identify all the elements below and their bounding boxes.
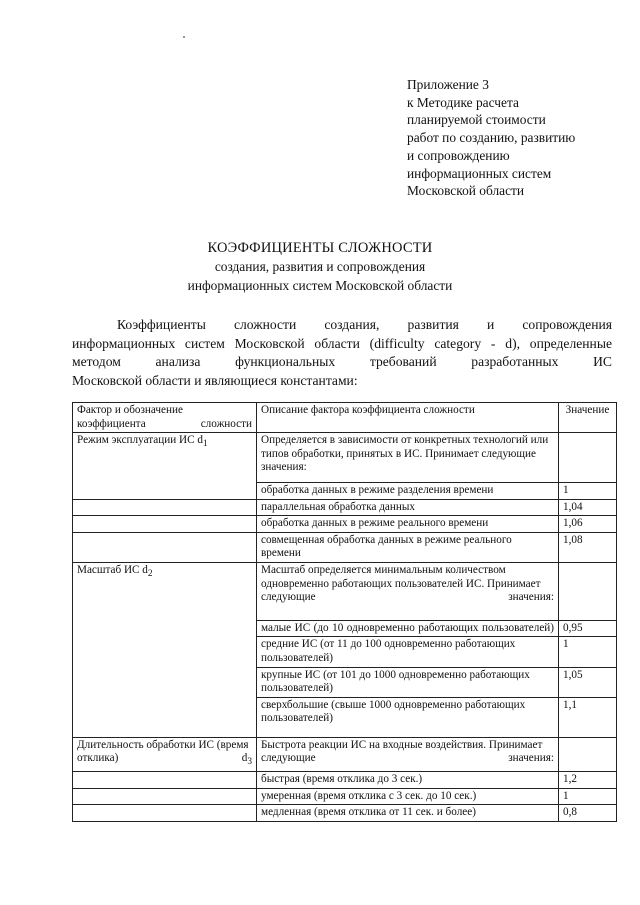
document-title: КОЭФФИЦИЕНТЫ СЛОЖНОСТИ [207,240,433,256]
description-cell: обработка данных в режиме разделения времени [257,482,559,499]
table-row [73,482,617,499]
value-cell: 1 [559,788,617,805]
value-cell [559,737,617,771]
description-cell: средние ИС (от 11 до 100 одновременно работающих пользователей) [257,637,559,667]
table-row [73,562,617,620]
value-cell: 1,05 [559,667,617,697]
value-cell: 0,95 [559,620,617,637]
intro-line: информационных систем Московской области (difficulty category - d), определенные [72,335,612,351]
factor-cell [73,772,257,789]
description-cell: крупные ИС (от 101 до 1000 одновременно работающих пользователей) [257,667,559,697]
factor-cell [73,805,257,822]
appendix-line: Приложение 3 [407,77,489,92]
appendix-line: планируемой стоимости [407,112,546,128]
value-cell: 1,1 [559,697,617,737]
intro-paragraph [72,316,612,390]
description-cell: сверхбольшие (свыше 1000 одновременно работающих пользователей) [257,697,559,737]
factor-cell [73,499,257,516]
appendix-line: и сопровождению [407,147,510,163]
table-row [73,637,617,667]
table-row [73,667,617,697]
document-subtitle: информационных систем Московской области [187,278,453,293]
factor-cell [73,516,257,533]
factor-cell [73,532,257,562]
description-cell: обработка данных в режиме реального времени [257,516,559,533]
table-row [73,499,617,516]
description-cell: параллельная обработка данных [257,499,559,516]
description-cell: совмещенная обработка данных в режиме реального времени [257,532,559,562]
intro-line: Московской области и являющиеся константами: [72,372,358,388]
factor-intro: Быстрота реакции ИС на входные воздействия. Принимает следующие значения: [257,737,559,771]
factor-intro: Определяется в зависимости от конкретных технологий или типов обработки, принятых в ИС. Принимает следующие значения: [257,433,559,483]
factor-cell [73,482,257,499]
value-cell: 0,8 [559,805,617,822]
table-header-row [73,403,617,433]
value-cell [559,562,617,620]
header-factor: Фактор и обозначение коэффициента сложности [73,403,257,433]
factor-cell [73,637,257,667]
description-cell: быстрая (время отклика до 3 сек.) [257,772,559,789]
value-cell: 1,04 [559,499,617,516]
value-cell: 1,06 [559,516,617,533]
intro-line: Коэффициенты сложности создания, развития и сопровождения [117,317,612,332]
scan-speck [183,36,185,38]
value-cell: 1,2 [559,772,617,789]
description-cell: медленная (время отклика от 11 сек. и более) [257,805,559,822]
appendix-line: работ по созданию, развитию [407,130,576,146]
factor-cell: Масштаб ИС $d_2$ [73,562,257,620]
factor-cell [73,620,257,637]
factor-intro: Масштаб определяется минимальным количеством одновременно работающих пользователей ИС. Принимает следующие значения: [257,562,559,620]
header-description: Описание фактора коэффициента сложности [257,403,559,433]
description-cell: малые ИС (до 10 одновременно работающих пользователей) [257,620,559,637]
appendix-block [407,76,607,200]
value-cell [559,433,617,483]
value-cell: 1,08 [559,532,617,562]
intro-line: методом анализа функциональных требований разработанных ИС [72,354,612,370]
table-row [73,532,617,562]
table-row [73,788,617,805]
table-row [73,697,617,737]
header-value: Значение [559,403,617,433]
factor-cell [73,788,257,805]
table-row [73,737,617,771]
factor-cell [73,667,257,697]
coefficients-table [72,402,617,822]
table-row [73,620,617,637]
appendix-line: к Методике расчета [407,94,519,110]
factor-cell: Режим эксплуатации ИС $d_1$ [73,433,257,483]
table-row [73,433,617,483]
value-cell: 1 [559,482,617,499]
description-cell: умеренная (время отклика с 3 сек. до 10 сек.) [257,788,559,805]
table-row [73,805,617,822]
table-row [73,772,617,789]
factor-cell: Длительность обработки ИС (время отклика) $d_3$ [73,737,257,771]
value-cell: 1 [559,637,617,667]
factor-cell [73,697,257,737]
document-subtitle: создания, развития и сопровождения [214,259,426,274]
appendix-line: информационных систем [407,165,552,181]
table-row [73,516,617,533]
appendix-line: Московской области [407,183,525,199]
